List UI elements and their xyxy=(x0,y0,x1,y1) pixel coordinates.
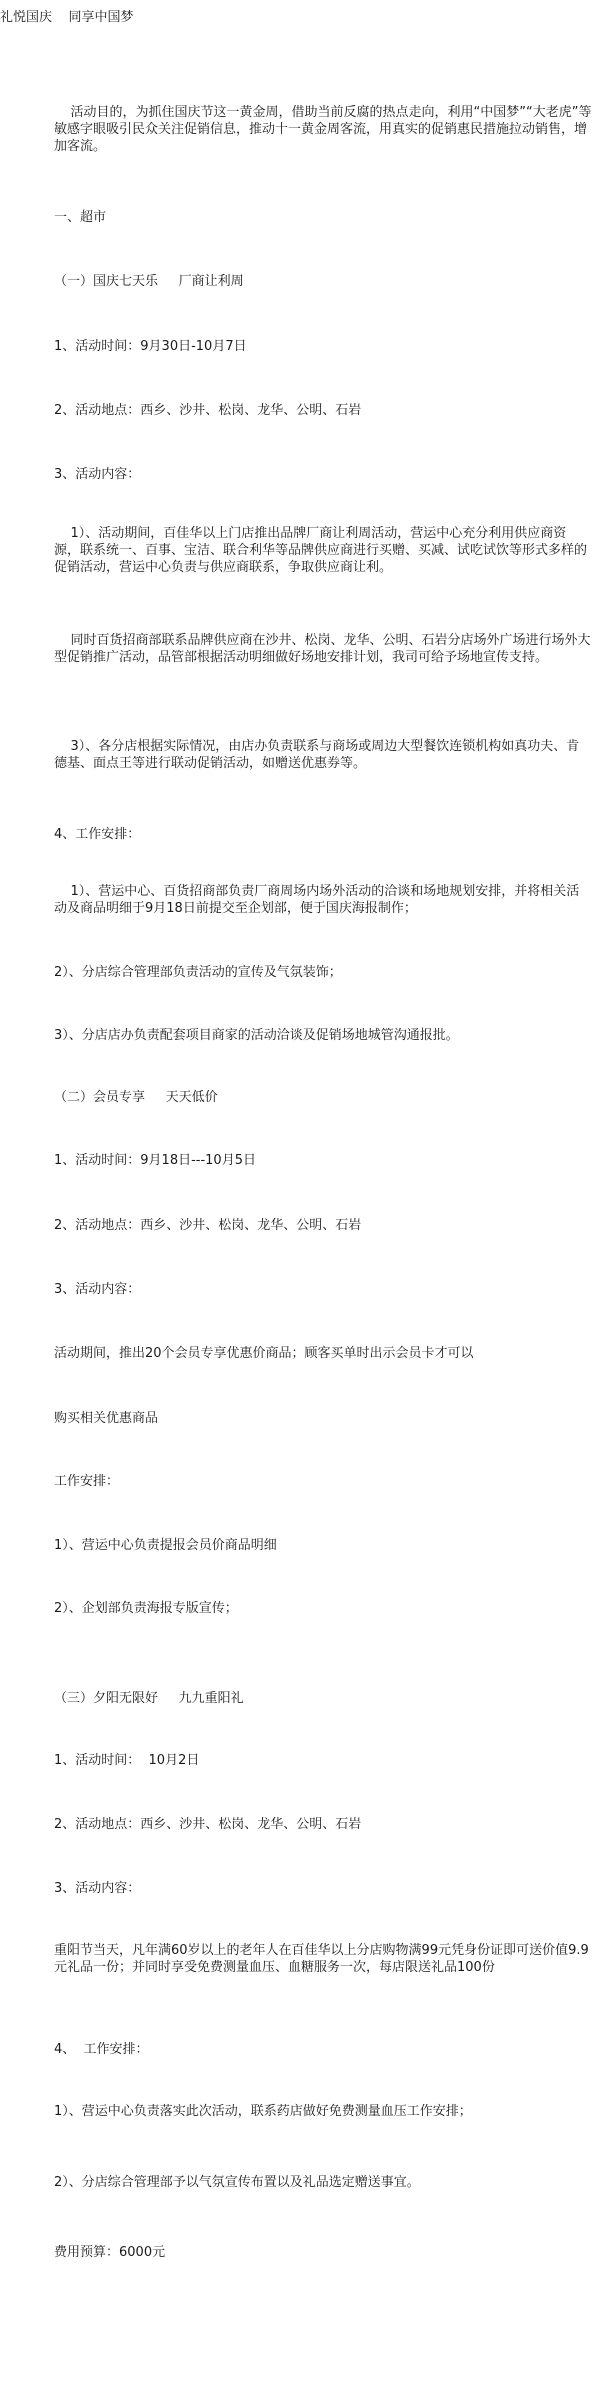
work-item-3: 3）、分店店办负责配套项目商家的活动洽谈及促销场地城管沟通报批。 xyxy=(54,1028,459,1043)
document-title: 礼悦国庆 同享中国梦 xyxy=(0,10,134,25)
double-ninth-work-item-1: 1）、营运中心负责落实此次活动，联系药店做好免费测量血压工作安排； xyxy=(54,2104,472,2119)
content-paragraph-2: 同时百货招商部联系品牌供应商在沙井、松岗、龙华、公明、石岩分店场外广场进行场外大型促销推广活动，品管部根据活动明细做好场地安排计划，我司可给予场地宣传支持。 xyxy=(54,633,591,665)
work-item-1: 1）、营运中心、百货招商部负责厂商周场内场外活动的洽谈和场地规划安排，并将相关活动及商品明细于9月18日前提交至企划部，便于国庆海报制作； xyxy=(54,884,580,916)
member-content-line-2: 购买相关优惠商品 xyxy=(54,1411,159,1426)
double-ninth-work-item-2: 2）、分店综合管理部予以气氛宣传布置以及礼品选定赠送事宜。 xyxy=(54,2175,420,2190)
member-activity-content-heading: 3、活动内容： xyxy=(54,1282,141,1297)
double-ninth-work-heading: 4、 工作安排： xyxy=(54,2042,149,2057)
work-arrangement-heading: 4、工作安排： xyxy=(54,827,141,842)
subsection-heading-double-ninth: （三）夕阳无限好 九九重阳礼 xyxy=(54,1691,244,1706)
content-paragraph-3: 3）、各分店根据实际情况，由店办负责联系与商场或周边大型餐饮连锁机构如真功夫、肯德基、面点王等进行联动促销活动，如赠送优惠券等。 xyxy=(54,739,580,771)
member-work-item-1: 1）、营运中心负责提报会员价商品明细 xyxy=(54,1538,277,1553)
member-content-line-1: 活动期间，推出20个会员专享优惠价商品；顾客买单时出示会员卡才可以 xyxy=(54,1346,474,1361)
member-activity-time: 1、活动时间：9月18日---10月5日 xyxy=(54,1153,256,1168)
member-work-item-2: 2）、企划部负责海报专版宣传； xyxy=(54,1601,238,1616)
content-paragraph-1: 1）、活动期间，百佳华以上门店推出品牌厂商让利周活动，营运中心充分利用供应商资源，联系统一、百事、宝洁、联合利华等品牌供应商进行买赠、买减、试吃试饮等形式多样的促销活动，营运中心负责与供应商联系，争取供应商让利。 xyxy=(54,526,588,575)
purpose-paragraph: 活动目的，为抓住国庆节这一黄金周，借助当前反腐的热点走向，利用“中国梦”“大老虎”等敏感字眼吸引民众关注促销信息，推动十一黄金周客流，用真实的促销惠民措施拉动销售，增加客流。 xyxy=(54,105,592,154)
work-item-2: 2）、分店综合管理部负责活动的宣传及气氛装饰； xyxy=(54,965,342,980)
subsection-heading-members: （二）会员专享 天天低价 xyxy=(54,1090,218,1105)
activity-time: 1、活动时间：9月30日-10月7日 xyxy=(54,339,247,354)
double-ninth-content: 重阳节当天，凡年满60岁以上的老年人在百佳华以上分店购物满99元凭身份证即可送价值9.9元礼品一份；并同时享受免费测量血压、血糖服务一次，每店限送礼品100份 xyxy=(54,1943,589,1975)
section-heading-supermarket: 一、超市 xyxy=(54,210,107,225)
double-ninth-location: 2、活动地点：西乡、沙井、松岗、龙华、公明、石岩 xyxy=(54,1817,362,1832)
subsection-heading-national-day: （一）国庆七天乐 厂商让利周 xyxy=(54,274,244,289)
budget-line: 费用预算：6000元 xyxy=(54,2245,166,2260)
double-ninth-content-heading: 3、活动内容： xyxy=(54,1881,141,1896)
member-activity-location: 2、活动地点：西乡、沙井、松岗、龙华、公明、石岩 xyxy=(54,1218,362,1233)
double-ninth-time: 1、活动时间： 10月2日 xyxy=(54,1753,200,1768)
activity-content-heading: 3、活动内容： xyxy=(54,467,141,482)
activity-location: 2、活动地点：西乡、沙井、松岗、龙华、公明、石岩 xyxy=(54,403,362,418)
member-work-heading: 工作安排： xyxy=(54,1474,120,1489)
